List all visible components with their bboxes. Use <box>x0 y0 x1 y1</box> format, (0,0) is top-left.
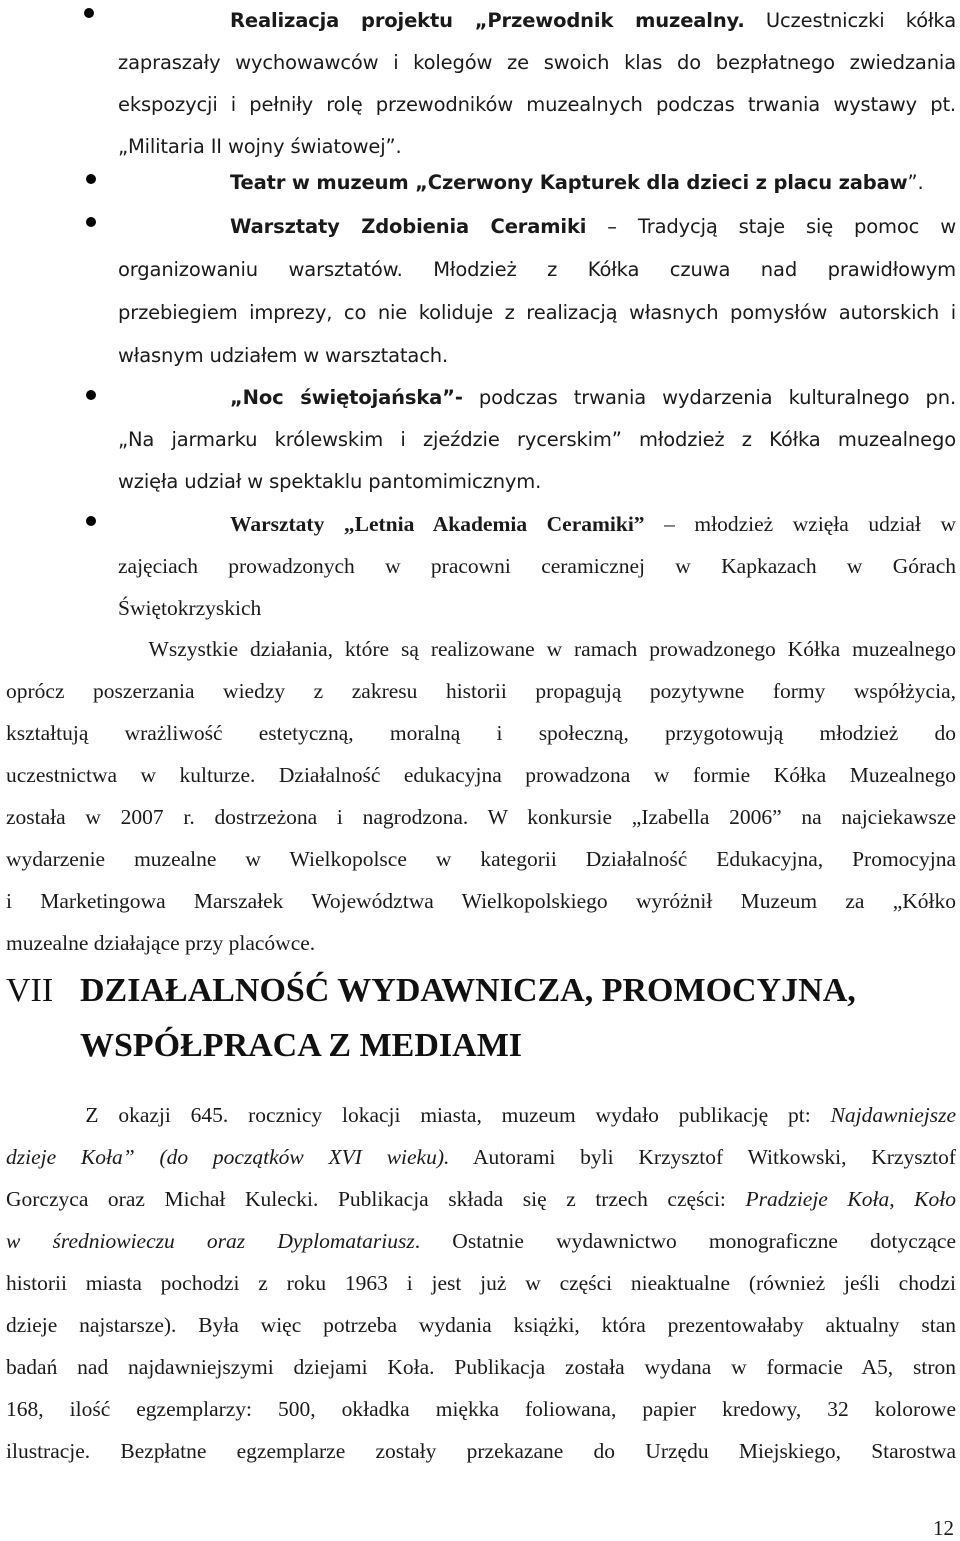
text-line: własnym udziałem w warsztatach. <box>118 344 449 367</box>
text-line: Teatr w muzeum „Czerwony Kapturek dla dzieci z placu zabaw”. <box>230 171 924 194</box>
italic-text: Najdawniejsze <box>830 1103 956 1127</box>
text-line: i Marketingowa Marszałek Województwa Wielkopolskiego wyróżnił Muzeum za „Kółko <box>6 889 956 913</box>
text-line: „Militaria II wojny światowej”. <box>118 135 402 158</box>
bullet-item <box>118 0 956 168</box>
text-line: Świętokrzyskich <box>118 596 262 620</box>
bullet-dot <box>84 8 94 18</box>
text-line: kształtują wrażliwość estetyczną, moralną i społeczną, przygotowują młodzież do <box>6 721 956 745</box>
bullet-dot <box>86 390 96 400</box>
text-line: Warsztaty „Letnia Akademia Ceramiki” – młodzież wzięła udział w <box>230 512 956 536</box>
page-number: 12 <box>933 1516 954 1540</box>
text-line <box>6 1145 956 1170</box>
text-line: „Na jarmarku królewskim i zjeździe rycerskim” młodzież z Kółka muzealnego <box>118 428 956 451</box>
text-line <box>6 1397 956 1422</box>
text-line: ekspozycji i pełniły rolę przewodników muzealnych podczas trwania wystawy pt. <box>118 93 956 116</box>
text-run: ilustracje. Bezpłatne egzemplarze zostały przekazane do Urzędu Miejskiego, Starostwa <box>6 1439 956 1463</box>
text-line: „Noc świętojańska”- podczas trwania wydarzenia kulturalnego pn. <box>230 386 956 409</box>
section-number: VII <box>6 972 54 1009</box>
text-line <box>6 1355 956 1380</box>
section-heading-line1: DZIAŁALNOŚĆ WYDAWNICZA, PROMOCYJNA, <box>80 972 856 1009</box>
text-run: . Ostatnie wydawnictwo monograficzne dotyczące <box>414 1229 956 1253</box>
text-line: oprócz poszerzania wiedzy z zakresu historii propagują pozytywne formy współżycia, <box>6 679 956 703</box>
section-heading-line2: WSPÓŁPRACA Z MEDIAMI <box>80 1027 523 1064</box>
text-line: Realizacja projektu „Przewodnik muzealny. Uczestniczki kółka <box>230 9 956 32</box>
text-line: organizowaniu warsztatów. Młodzież z Kółka czuwa nad prawidłowym <box>118 258 956 281</box>
bullet-dot <box>86 516 96 526</box>
text-run: Autorami byli Krzysztof Witkowski, Krzysztof <box>449 1145 956 1169</box>
bullet-dot <box>86 217 96 227</box>
text-line: uczestnictwa w kulturze. Działalność edukacyjna prowadzona w formie Kółka Muzealnego <box>6 763 956 787</box>
text-line <box>6 1439 956 1464</box>
bullet-dot <box>86 174 96 184</box>
text-line: Wszystkie działania, które są realizowane w ramach prowadzonego Kółka muzealnego <box>6 637 956 661</box>
italic-text: dzieje Koła” (do początków XVI wieku). <box>6 1145 450 1169</box>
text-line: wydarzenie muzealne w Wielkopolsce w kategorii Działalność Edukacyjna, Promocyjna <box>6 847 956 871</box>
bullet-item <box>118 205 956 377</box>
text-run: dzieje najstarsze). Była więc potrzeba wydania książki, która prezentowałaby aktualny stan <box>6 1313 956 1337</box>
bullet-item <box>118 162 956 204</box>
text-line: muzealne działające przy placówce. <box>6 931 316 955</box>
text-line: wzięła udział w spektaklu pantomimicznym. <box>118 470 542 493</box>
bullet-item <box>118 377 956 503</box>
text-line: została w 2007 r. dostrzeżona i nagrodzona. W konkursie „Izabella 2006” na najciekawsze <box>6 805 956 829</box>
text-run: Z okazji 645. rocznicy lokacji miasta, muzeum wydało publikację pt: <box>6 1103 831 1127</box>
text-run: badań nad najdawniejszymi dziejami Koła. Publikacja została wydana w formacie A5, stron <box>6 1355 956 1379</box>
text-line: zajęciach prowadzonych w pracowni ceramicznej w Kapkazach w Górach <box>118 554 956 578</box>
text-line: przebiegiem imprezy, co nie koliduje z realizacją własnych pomysłów autorskich i <box>118 301 956 324</box>
text-line: zapraszały wychowawców i kolegów ze swoich klas do bezpłatnego zwiedzania <box>118 51 956 74</box>
text-line <box>6 1229 956 1254</box>
text-run: Gorczyca oraz Michał Kulecki. Publikacja składa się z trzech części: <box>6 1187 746 1211</box>
text-run: historii miasta pochodzi z roku 1963 i jest już w części nieaktualne (również jeśli chodzi <box>6 1271 956 1295</box>
italic-text: w średniowieczu oraz Dyplomatariusz <box>6 1229 415 1253</box>
text-line <box>6 1187 956 1212</box>
italic-text: Pradzieje Koła, Koło <box>745 1187 956 1211</box>
text-line <box>6 1103 956 1128</box>
bullet-item <box>118 503 956 629</box>
text-line <box>6 1271 956 1296</box>
text-line: Warsztaty Zdobienia Ceramiki – Tradycją staje się pomoc w <box>230 215 956 238</box>
text-run: 168, ilość egzemplarzy: 500, okładka miękka foliowana, papier kredowy, 32 kolorowe <box>6 1397 956 1421</box>
text-line <box>6 1313 956 1338</box>
